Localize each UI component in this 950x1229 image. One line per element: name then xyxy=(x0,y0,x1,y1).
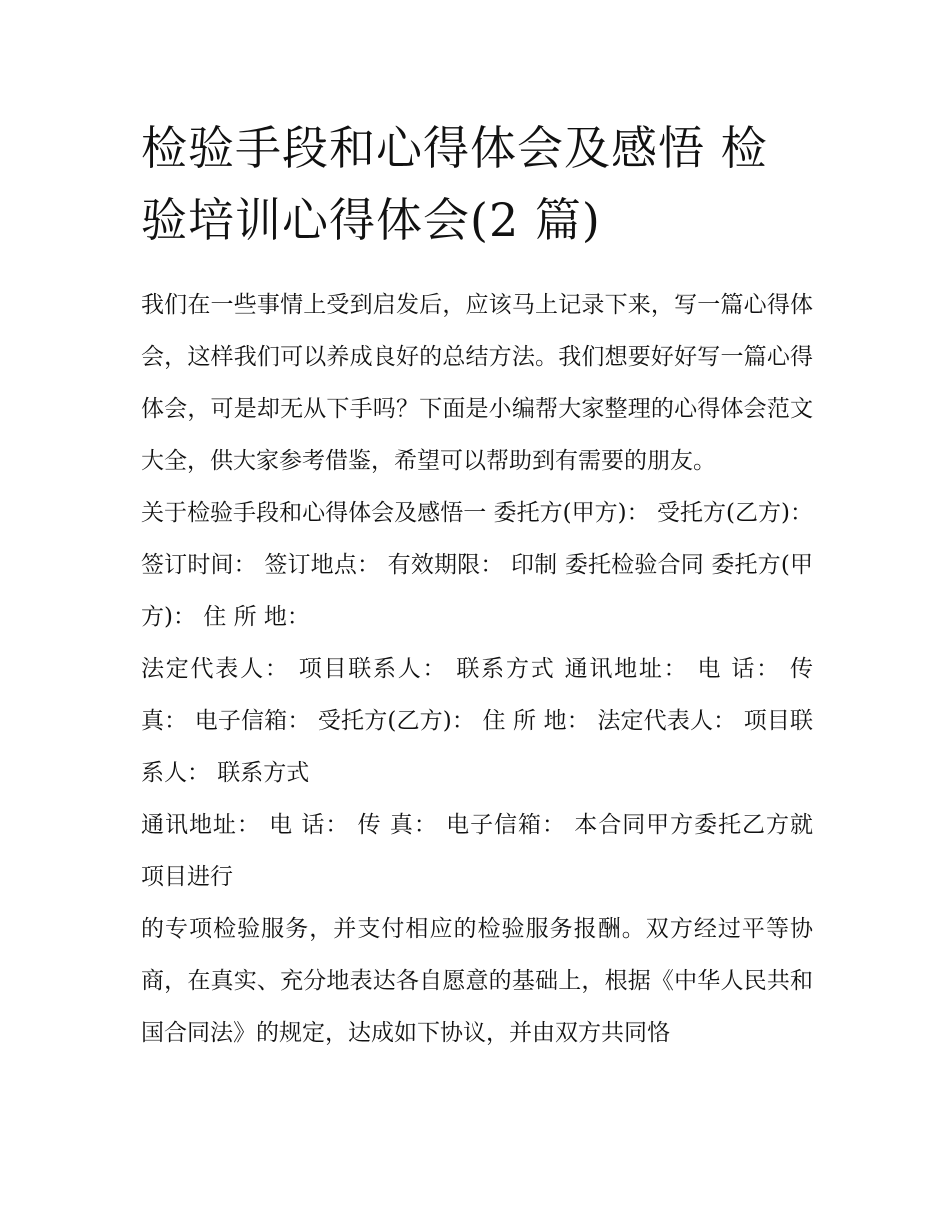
contract-header-paragraph: 关于检验手段和心得体会及感悟一 委托方(甲方)： 受托方(乙方)： 签订时间： 签订地点： 有效期限： 印制 委托检验合同 委托方(甲方)： 住 所 地： xyxy=(141,500,813,630)
party-info-paragraph: 法定代表人： 项目联系人： 联系方式 通讯地址： 电 话： 传 真： 电子信箱： 受托方(乙方)： 住 所 地： 法定代表人： 项目联系人： 联系方式 xyxy=(141,656,813,786)
contact-info-paragraph: 通讯地址： 电 话： 传 真： 电子信箱： 本合同甲方委托乙方就 项目进行 xyxy=(141,812,813,890)
document-title xyxy=(141,112,821,256)
title-line-1: 检验手段和心得体会及感悟 检 xyxy=(141,121,768,175)
intro-paragraph: 我们在一些事情上受到启发后，应该马上记录下来，写一篇心得体会，这样我们可以养成良好的总结方法。我们想要好好写一篇心得体会，可是却无从下手吗？下面是小编帮大家整理的心得体会范文大全，供大家参考借鉴，希望可以帮助到有需要的朋友。 xyxy=(141,292,813,474)
document-body xyxy=(141,279,813,1059)
service-terms-paragraph: 的专项检验服务，并支付相应的检验服务报酬。双方经过平等协商，在真实、充分地表达各自愿意的基础上，根据《中华人民共和国合同法》的规定，达成如下协议，并由双方共同恪 xyxy=(141,916,813,1046)
title-line-2: 验培训心得体会(2 篇) xyxy=(141,193,601,247)
